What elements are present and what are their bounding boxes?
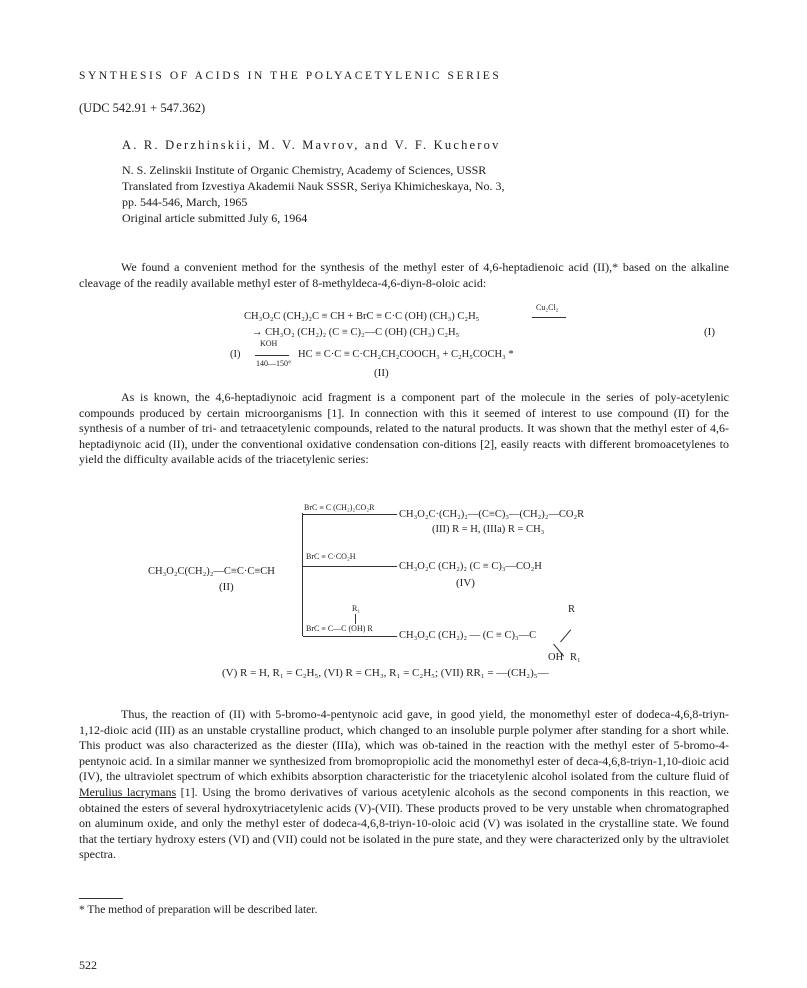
product-1-labels: (III) R = H, (IIIa) R = CH₃ [432, 524, 545, 535]
product-2-label: (IV) [456, 577, 475, 589]
reagent-2: BrC ≡ C·CO₂H [306, 552, 356, 561]
reagent-koh: KOH [260, 339, 278, 348]
paper-title: SYNTHESIS OF ACIDS IN THE POLYACETYLENIC SERIES [79, 70, 502, 82]
paragraph-results: Thus, the reaction of (II) with 5-bromo-4-pentynoic acid gave, in good yield, the monomethyl ester of dodeca-4,6,8-triyn-1,12-dioic acid (III) as an unstable crystalline product, which changed to an insoluble purple polymer after standing for a short while. This product was also characterized as the diester (IIIa), which was ob-tained in the reaction with the methyl ester of 5-bromo-4-pentynoic acid. In a similar manner we synthesized from bromopropiolic acid the monomethyl ester of deca-4,6,8-triyn-1,10-dioic acid (IV), the ultraviolet spectrum of which exhibits absorption characteristic for the triacetylenic alcohol isolated from the culture fluid of Merulius lacrymans [1]. Using the bromo derivatives of various acetylenic alcohols as the second components in this reaction, we obtained the esters of several hydroxytriacetylenic acids (V)-(VII). These products proved to be very unstable when chromatographed on aluminum oxide, and only the methyl ester of dodeca-4,6,8-triyn-10-oloic acid (V) was isolated in the crystalline state. We found that the tertiary hydroxy esters (VI) and (VII) could not be isolated in the pure state, and they were characterized only by the ultraviolet spectra. [79, 707, 729, 862]
equation-number: (I) [704, 326, 715, 338]
equation-line-3: HC ≡ C·C ≡ C·CH₂CH₂COOCH₃ + C₂H₅COCH₃ * [298, 349, 514, 360]
starting-compound: CH₃O₂C(CH₂)₂—C≡C·C≡CH [148, 566, 275, 577]
authors: A. R. Derzhinskii, M. V. Mavrov, and V. F. Kucherov [122, 138, 501, 152]
hydroxyl-group: OH [548, 652, 564, 663]
affiliation-line: Translated from Izvestiya Akademii Nauk SSSR, Seriya Khimicheskaya, No. 3, [122, 179, 505, 193]
temperature-label: 140—150° [256, 359, 292, 368]
substituent-r1-product: R₁ [570, 652, 581, 663]
paragraph-intro: We found a convenient method for the synthesis of the methyl ester of 4,6-heptadienoic acid (II),* based on the alkaline cleavage of the readily available methyl ester of 8-methyldeca-4,6-diyn-8-oloic acid: [79, 260, 729, 290]
equation-ref: (I) [230, 349, 241, 360]
equation-line-1: CH₃O₂C (CH₂)₂C ≡ CH + BrC ≡ C·C (OH) (CH₃) C₂H₅ [244, 311, 480, 322]
product-3: CH₃O₂C (CH₂)₂ — (C ≡ C)₃—C [399, 630, 537, 641]
compound-definitions: (V) R = H, R₁ = C₂H₅, (VI) R = CH₃, R₁ = C₂H₅; (VII) RR₁ = —(CH₂)₅— [222, 667, 549, 679]
affiliation-line: Original article submitted July 6, 1964 [122, 211, 308, 225]
footnote-rule [79, 898, 123, 899]
substituent-r1: R₁ [352, 604, 361, 613]
reagent-3: BrC ≡ C—C (OH) R [306, 624, 373, 633]
compound-label: (II) [374, 367, 389, 379]
affiliation-line: N. S. Zelinskii Institute of Organic Chemistry, Academy of Sciences, USSR [122, 163, 487, 177]
product-1: CH₃O₂C·(CH₂)₂—(C≡C)₃—(CH₂)₂—CO₂R [399, 509, 585, 520]
page-number: 522 [79, 958, 97, 972]
catalyst-label: Cu₂Cl₂ [536, 303, 559, 312]
product-2: CH₃O₂C (CH₂)₂ (C ≡ C)₃—CO₂H [399, 561, 542, 572]
udc-code: (UDC 542.91 + 547.362) [79, 101, 206, 115]
footnote: * The method of preparation will be described later. [79, 904, 318, 916]
affiliation-line: pp. 544-546, March, 1965 [122, 195, 248, 209]
reagent-1: BrC ≡ C (CH₂)₂CO₂R [304, 503, 375, 512]
substituent-r: R [568, 604, 576, 615]
equation-line-2: → CH₃O₂ (CH₂)₂ (C ≡ C)₂—C (OH) (CH₃) C₂H₅ [252, 327, 460, 338]
organism-name: Merulius lacrymans [79, 784, 177, 799]
starting-compound-label: (II) [219, 581, 234, 593]
paragraph-background: As is known, the 4,6-heptadiynoic acid fragment is a component part of the molecule in the series of poly-acetylenic compounds produced by certain microorganisms [1]. In connection with this it seemed of interest to use compound (II) for the synthesis of a number of tri- and tetraacetylenic compounds, related to the natural products. It was shown that the methyl ester of 4,6-heptadiynoic acid (II), under the conventional oxidative condensation con-ditions [2], easily reacts with different bromoacetylenes to yield the difficulty available acids of the triacetylenic series: [79, 390, 729, 467]
